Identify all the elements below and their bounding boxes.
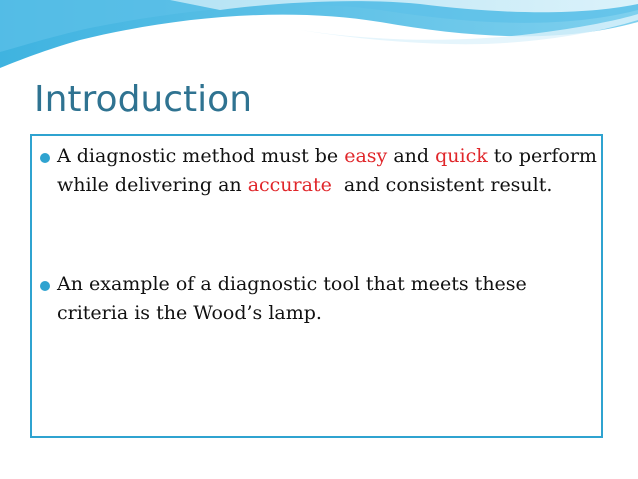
bullet-1-part-2: and — [387, 145, 436, 167]
bullet-1-part-3: to perform while delivering an — [57, 145, 597, 196]
highlight-quick: quick — [435, 145, 488, 167]
bullet-text-2: An example of a diagnostic tool that meets these criteria is the Wood’s lamp. — [57, 273, 527, 324]
bullet-text-1 — [40, 142, 600, 200]
bullet-icon — [40, 281, 50, 291]
bullet-item-2 — [40, 270, 600, 328]
bullet-1-part-1: A diagnostic method must be — [57, 145, 345, 167]
content-box — [30, 134, 603, 438]
bullet-1-part-4: and consistent result. — [331, 174, 553, 196]
wave-header-decoration — [0, 0, 638, 80]
slide-title: Introduction — [34, 79, 253, 120]
bullet-icon — [40, 153, 50, 163]
bullet-item-1 — [40, 142, 600, 200]
highlight-easy: easy — [344, 145, 388, 167]
highlight-accurate: accurate — [247, 174, 332, 196]
